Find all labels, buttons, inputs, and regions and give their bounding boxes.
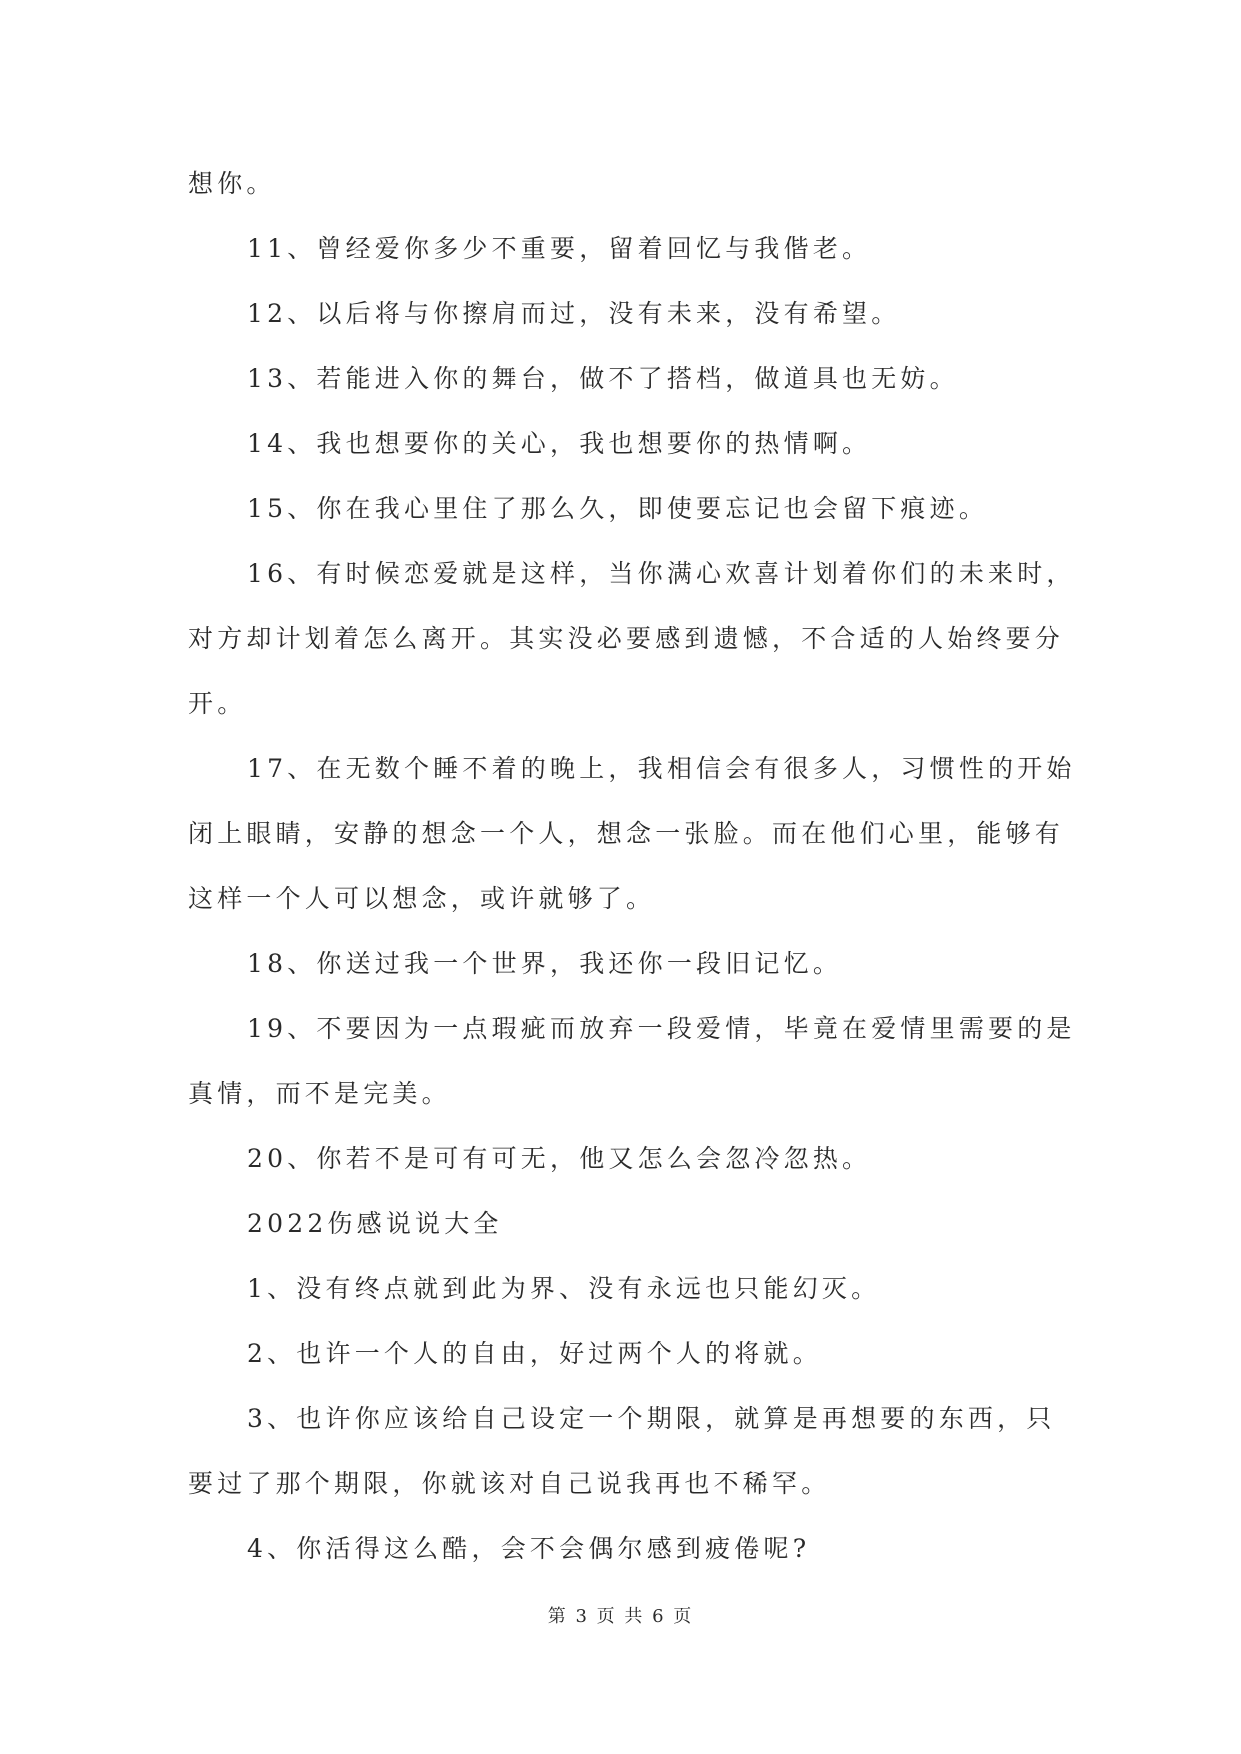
text-line: 20、你若不是可有可无，他又怎么会忽冷忽热。 [247, 1144, 872, 1173]
text-line: 17、在无数个睡不着的晚上，我相信会有很多人，习惯性的开始 [247, 754, 1076, 783]
text-line: 对方却计划着怎么离开。其实没必要感到遗憾，不合适的人始终要分 [188, 624, 1065, 653]
text-line: 14、我也想要你的关心，我也想要你的热情啊。 [247, 429, 872, 458]
text-line: 要过了那个期限，你就该对自己说我再也不稀罕。 [188, 1469, 831, 1498]
text-line: 4、你活得这么酷，会不会偶尔感到疲倦呢? [247, 1534, 811, 1563]
text-line: 真情，而不是完美。 [188, 1079, 451, 1108]
text-line: 这样一个人可以想念，或许就够了。 [188, 884, 656, 913]
text-line: 15、你在我心里住了那么久，即使要忘记也会留下痕迹。 [247, 494, 989, 523]
text-line: 1、没有终点就到此为界、没有永远也只能幻灭。 [247, 1274, 881, 1303]
document-body [188, 158, 1076, 1588]
text-line: 12、以后将与你擦肩而过，没有未来，没有希望。 [247, 299, 901, 328]
text-line: 2、也许一个人的自由，好过两个人的将就。 [247, 1339, 822, 1368]
text-line: 11、曾经爱你多少不重要，留着回忆与我偕老。 [247, 234, 872, 263]
text-line: 闭上眼睛，安静的想念一个人，想念一张脸。而在他们心里，能够有 [188, 819, 1065, 848]
text-line: 开。 [188, 689, 247, 718]
text-line: 19、不要因为一点瑕疵而放弃一段爱情，毕竟在爱情里需要的是 [247, 1014, 1076, 1043]
text-line: 13、若能进入你的舞台，做不了搭档，做道具也无妨。 [247, 364, 959, 393]
text-line: 3、也许你应该给自己设定一个期限，就算是再想要的东西，只 [247, 1404, 1056, 1433]
text-line: 16、有时候恋爱就是这样，当你满心欢喜计划着你们的未来时， [247, 559, 1076, 588]
text-line: 想你。 [188, 169, 276, 198]
page-number-footer: 第 3 页 共 6 页 [547, 1606, 694, 1627]
text-line: 18、你送过我一个世界，我还你一段旧记忆。 [247, 949, 843, 978]
section-heading: 2022伤感说说大全 [247, 1209, 503, 1238]
